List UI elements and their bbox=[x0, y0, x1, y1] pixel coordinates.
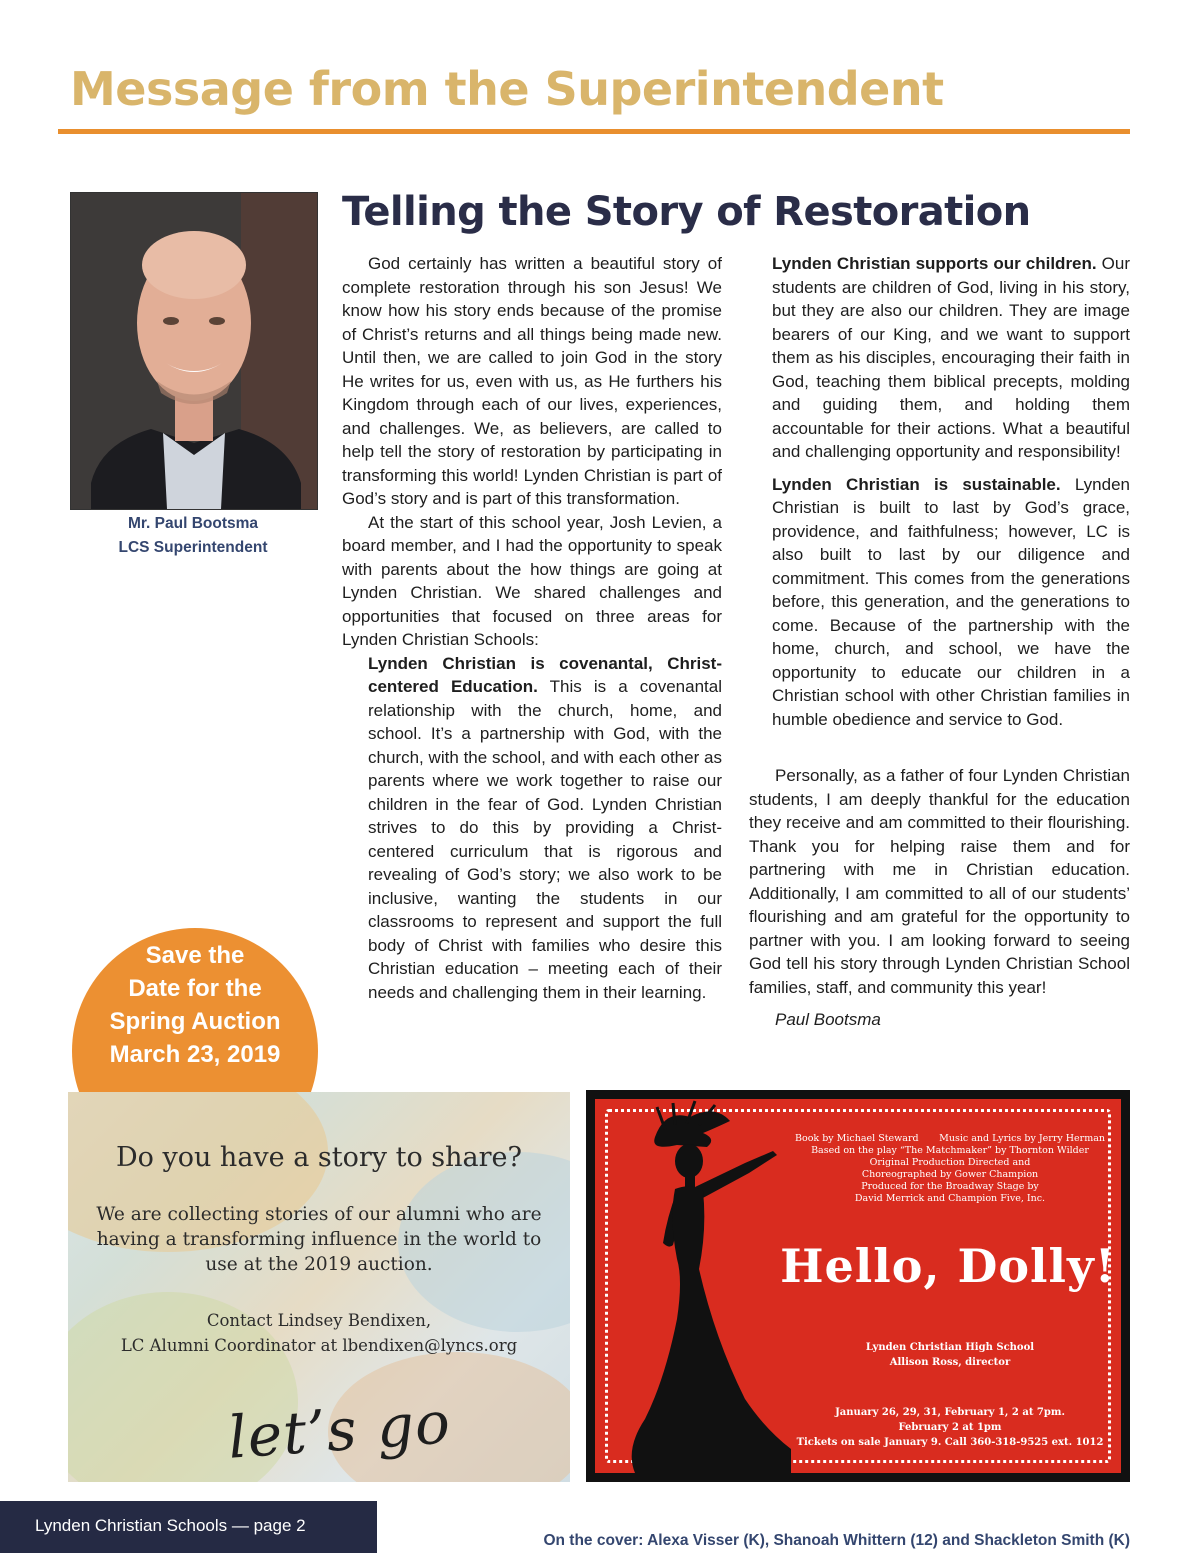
caption-role: LCS Superintendent bbox=[118, 539, 268, 556]
story-share-ad bbox=[68, 1092, 570, 1482]
save-date-line: March 23, 2019 bbox=[109, 1041, 281, 1068]
poster-panel bbox=[595, 1099, 1121, 1473]
paragraph-lead: Lynden Christian is covenantal, Christ-centered Education. bbox=[368, 653, 722, 696]
save-date-line: Save the bbox=[145, 942, 245, 969]
lets-go-tagline: let’s go bbox=[225, 1388, 453, 1472]
credit-line: Choreographed by Gower Champion bbox=[861, 1169, 1039, 1180]
paragraph-lead: Lynden Christian is sustainable. bbox=[772, 474, 1061, 494]
paragraph-body: This is a covenantal relationship with the church, home, and school. It’s a partnership with God, with the church, with the school, and with each other as parents where we work together to raise our children in the fear of God. Lynden Christian strives to do this by providing a Christ-centered curriculum that is rigorous and revealing of God’s story; we also work to be inclusive, wanting the students in our classrooms to represent and support the full body of Christ with families who desire this Christian education – meeting each of their needs and challenging them in their learning. bbox=[368, 677, 722, 1002]
signature: Paul Bootsma bbox=[775, 1010, 881, 1029]
story-contact-line: LC Alumni Coordinator at lbendixen@lyncs.org bbox=[120, 1336, 518, 1355]
paragraph-body: Lynden Christian is built to last by God’s grace, providence, and faithfulness; however, LC is also built to last by our diligence and commitment. This comes from the generations before, this generation, and the generations to come. Because of the partnership with the home, church, and school, we have the opportunity to educate our children in a Christian school with other Christian families in humble obedience and service to God. bbox=[772, 474, 1130, 729]
article-column-1 bbox=[342, 252, 722, 1004]
credit-line: David Merrick and Champion Five, Inc. bbox=[854, 1193, 1046, 1204]
credit-line: Produced for the Broadway Stage by bbox=[861, 1181, 1039, 1192]
page-label: Lynden Christian Schools — page 2 bbox=[35, 1516, 306, 1535]
paragraph-body: Our students are children of God, living in his story, but they are also our children. They are image bearers of our King, and we want to support them as his disciples, encouraging their faith in God, teaching them biblical precepts, molding and guiding them, and holding them accountable for their actions. What a beautiful and challenging opportunity and responsibility! bbox=[772, 254, 1131, 461]
paragraph: God certainly has written a beautiful story of complete restoration through his son Jesus! We know how his story ends because of the promise of Christ’s returns and all things being made new. Until then, we are called to join God in the story He writes for us, even with us, as He furthers his Kingdom through each of our lives, experiences, and challenges. We, as believers, are called to help tell the story of restoration by participating in transforming this world! Lynden Christian is part of God’s story and is part of this transformation. bbox=[342, 254, 722, 508]
paragraph: Personally, as a father of four Lynden Christian students, I am deeply thankful for the education they receive and am committed to their flourishing. Thank you for helping raise them and for partnering with me in Christian education. Additionally, I am committed to all of our students’ flourishing and am grateful for the opportunity to partner with you. I am looking forward to seeing God tell his story through Lynden Christian School families, staff, and community this year! bbox=[749, 766, 1130, 997]
cover-credit: On the cover: Alexa Visser (K), Shanoah Whittern (12) and Shackleton Smith (K) bbox=[543, 1532, 1130, 1549]
superintendent-photo bbox=[70, 192, 318, 510]
credit-book: Book by Michael Steward bbox=[795, 1133, 919, 1144]
article-title: Telling the Story of Restoration bbox=[342, 189, 1031, 235]
paragraph-lead: Lynden Christian supports our children. bbox=[772, 254, 1097, 273]
paragraph: At the start of this school year, Josh Levien, a board member, and I had the opportunity to speak with parents about the how things are going at Lynden Christian. We shared challenges and opportunities that focused on three areas for Lynden Christian Schools: bbox=[342, 512, 722, 649]
save-date-line: Date for the bbox=[128, 975, 262, 1002]
credit-row bbox=[795, 1133, 1105, 1145]
school-info bbox=[795, 1340, 1105, 1370]
caption-name: Mr. Paul Bootsma bbox=[127, 515, 259, 532]
page-title: Message from the Superintendent bbox=[70, 62, 944, 116]
story-contact bbox=[68, 1308, 570, 1358]
dates-line: February 2 at 1pm bbox=[898, 1422, 1002, 1433]
credit-line: Based on the play “The Matchmaker” by Thornton Wilder bbox=[811, 1145, 1089, 1156]
production-credits bbox=[795, 1133, 1105, 1205]
portrait-icon bbox=[71, 193, 317, 509]
story-body-line: We are collecting stories of our alumni who are bbox=[96, 1204, 542, 1225]
paragraph bbox=[772, 473, 1130, 732]
director-name: Allison Ross, director bbox=[889, 1357, 1011, 1368]
story-contact-line: Contact Lindsey Bendixen, bbox=[206, 1311, 432, 1330]
credit-music: Music and Lyrics by Jerry Herman bbox=[939, 1133, 1105, 1144]
credit-line: Original Production Directed and bbox=[869, 1157, 1031, 1168]
dates-line: Tickets on sale January 9. Call 360-318-9525 ext. 1012 bbox=[796, 1437, 1104, 1448]
hello-dolly-poster bbox=[586, 1090, 1130, 1482]
school-name: Lynden Christian High School bbox=[865, 1342, 1035, 1353]
article-column-2 bbox=[772, 252, 1130, 731]
story-question: Do you have a story to share? bbox=[115, 1142, 523, 1173]
photo-caption bbox=[70, 512, 316, 560]
title-divider bbox=[58, 129, 1130, 134]
article-column-3 bbox=[749, 764, 1130, 1032]
story-body bbox=[68, 1202, 570, 1277]
dates-line: January 26, 29, 31, February 1, 2 at 7pm. bbox=[835, 1407, 1065, 1418]
performance-dates bbox=[785, 1405, 1115, 1450]
save-date-line: Spring Auction bbox=[109, 1008, 281, 1035]
story-body-line: having a transforming influence in the world to bbox=[96, 1229, 542, 1250]
paragraph bbox=[368, 652, 722, 1005]
paragraph bbox=[772, 252, 1130, 464]
show-title: Hello, Dolly! bbox=[780, 1239, 1116, 1293]
story-body-line: use at the 2019 auction. bbox=[205, 1254, 433, 1275]
dolly-silhouette-icon bbox=[595, 1099, 795, 1473]
